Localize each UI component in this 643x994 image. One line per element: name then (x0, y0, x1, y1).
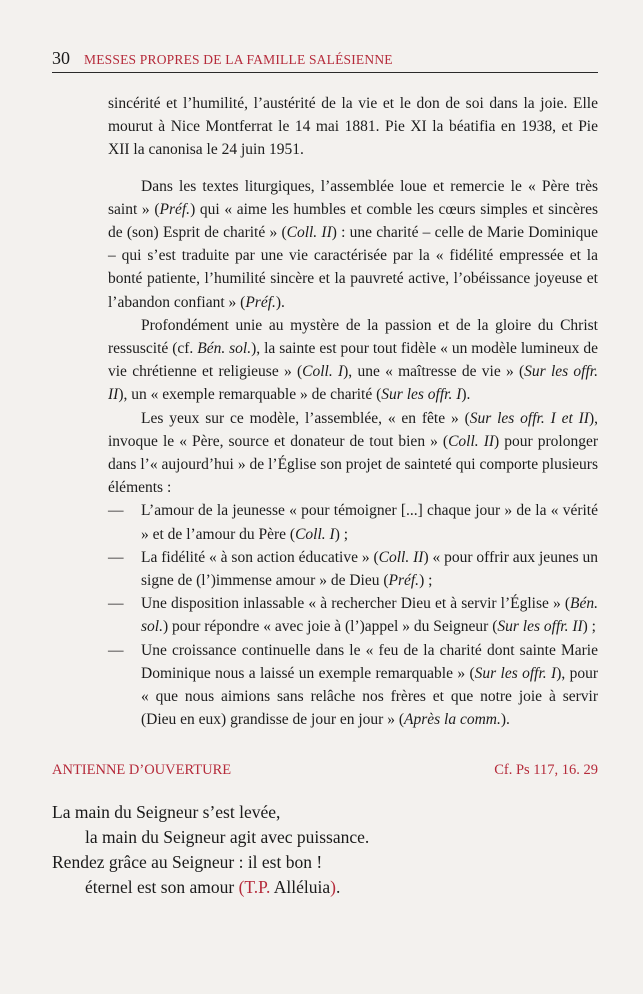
page-header (52, 48, 598, 73)
list-item: — La fidélité « à son action éducative » (Coll. II) « pour offrir aux jeunes un signe de (l’)immense amour » de Dieu (Préf.) ; (108, 546, 598, 592)
antiphon-title: ANTIENNE D’OUVERTURE (52, 762, 232, 778)
psalm-reference: Cf. Ps 117, 16. 29 (494, 762, 598, 778)
paragraph-3: Profondément unie au mystère de la passion et de la gloire du Christ ressuscité (cf. Bén. sol.), la sainte est pour tout fidèle « un modèle lumineux de vie chrétienne et religieuse » (Coll. I), une « maîtresse de vie » (Sur les offr. II), un « exemple remarquable » de charité (Sur les offr. I). (108, 316, 598, 404)
antiphon-line: Rendez grâce au Seigneur : il est bon ! (52, 852, 323, 872)
elements-list (108, 499, 598, 731)
antiphon-line: la main du Seigneur agit avec puissance. (85, 827, 370, 847)
paragraph-1: sincérité et l’humilité, l’austérité de la vie et le don de soi dans la joie. Elle mourut à Nice Montferrat le 14 mai 1881. Pie XI la béatifia en 1938, et Pie XII la canonisa le 24 juin 1951. (108, 95, 598, 159)
paragraph-2: Dans les textes liturgiques, l’assemblée loue et remercie le « Père très saint » (Préf.) qui « aime les humbles et comble les cœurs simples et sincères de (son) Esprit de charité » (Coll. II) : une charité – celle de Marie Dominique – qui s’est traduite par une vie caractérisée par la « fidélité empressée et la bonté patiente, l’humilité sincère et la pauvreté active, l’obéissance joyeuse et l’abandon confiant » (Préf.). (108, 177, 598, 311)
antiphon-heading (52, 762, 598, 779)
paragraph-4: Les yeux sur ce modèle, l’assemblée, « en fête » (Sur les offr. I et II), invoque le « Père, source et donateur de tout bien » (Coll. II) pour prolonger dans l’« aujourd’hui » de l’Église son projet de sainteté qui comporte plusieurs éléments : (108, 409, 598, 497)
body-text (108, 92, 598, 731)
antiphon-line: La main du Seigneur s’est levée, (52, 802, 281, 822)
list-item: — Une croissance continuelle dans le « feu de la charité dont sainte Marie Dominique nous a laissé un exemple remarquable » (Sur les offr. I), pour « que nous aimions sans relâche nos frères et que notre joie à servir (Dieu en eux) grandisse de jour en jour » (Après la comm.). (108, 639, 598, 732)
list-item: — L’amour de la jeunesse « pour témoigner [...] chaque jour » de la « vérité » et de l’amour du Père (Coll. I) ; (108, 499, 598, 545)
antiphon-text (52, 800, 598, 900)
running-title: MESSES PROPRES DE LA FAMILLE SALÉSIENNE (84, 52, 393, 67)
page-number: 30 (52, 48, 70, 68)
list-item: — Une disposition inlassable « à rechercher Dieu et à servir l’Église » (Bén. sol.) pour répondre « avec joie à (l’)appel » du Seigneur (Sur les offr. II) ; (108, 592, 598, 638)
antiphon-line: éternel est son amour (T.P. Alléluia). (85, 877, 341, 897)
paschal-time-rubric: (T.P. (238, 877, 271, 897)
